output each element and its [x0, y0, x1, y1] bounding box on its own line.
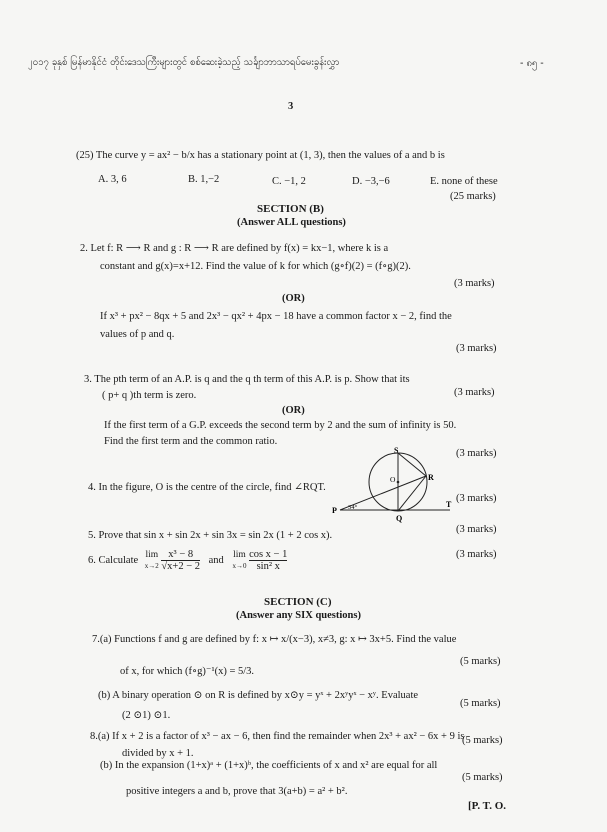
- q2-alt-line2: values of p and q.: [100, 329, 175, 340]
- q7a-line1: 7.(a) Functions f and g are defined by f: x ↦ x/(x−3), x≠3, g: x ↦ 3x+5. Find the value: [92, 634, 457, 645]
- q3-or: (OR): [282, 405, 305, 416]
- section-b-title: SECTION (B): [257, 203, 324, 215]
- label-q: Q: [396, 514, 403, 523]
- q6-lim1: lim x→2: [144, 549, 159, 570]
- label-r: R: [428, 473, 434, 482]
- q3-alt-line2: Find the first term and the common ratio.: [104, 436, 278, 447]
- q2-line2: constant and g(x)=x+12. Find the value of k for which (g∘f)(2) = (f∘g)(2).: [100, 261, 411, 272]
- q3-marks: (3 marks): [454, 387, 495, 398]
- label-o: O: [390, 475, 396, 484]
- q7b-line1: (b) A binary operation ⊙ on R is defined by x⊙y = yˣ + 2xʸyˣ − xʸ. Evaluate: [98, 690, 419, 701]
- q6-fraction2: $\frac{\text{cos x − 1}}{\text{sin² x}}$: [249, 549, 288, 572]
- q7b-marks: (5 marks): [460, 698, 501, 709]
- q25-text: (25) The curve y = ax² − b/x has a stationary point at (1, 3), then the values of a and b is: [76, 150, 445, 161]
- q25-option-c: C. −1, 2: [272, 176, 306, 187]
- circle-figure: [318, 446, 458, 526]
- q2-line1: 2. Let f: R ⟶ R and g : R ⟶ R are defined by f(x) = kx−1, where k is a: [80, 243, 389, 254]
- q8b-line2: positive integers a and b, prove that 3(a+b) = a² + b².: [126, 786, 348, 797]
- q3-line1: 3. The pth term of an A.P. is q and the q th term of this A.P. is p. Show that its: [84, 374, 410, 385]
- q25-option-b: B. 1,−2: [188, 174, 220, 185]
- q2-marks: (3 marks): [454, 278, 495, 289]
- q6-and: and: [208, 554, 224, 566]
- label-t: T: [446, 500, 452, 509]
- label-p: P: [332, 506, 337, 515]
- q25-option-d: D. −3,−6: [352, 176, 390, 187]
- q6: [88, 549, 287, 572]
- q6-fraction1: $\frac{\text{x³ − 8}}{√x+2 - 2}$: [161, 549, 201, 572]
- q2-or: (OR): [282, 293, 305, 304]
- pto-label: [P. T. O.: [468, 800, 507, 812]
- q6-marks: (3 marks): [456, 549, 497, 560]
- q25-option-e: E. none of these: [430, 176, 498, 187]
- q2-alt-marks: (3 marks): [456, 343, 497, 354]
- q8a-line1: 8.(a) If x + 2 is a factor of x³ − ax − 6, then find the remainder when 2x³ + ax² − 6x + 9 is: [90, 731, 465, 742]
- section-b-subtitle: (Answer ALL questions): [237, 217, 346, 228]
- q8b-marks: (5 marks): [462, 772, 503, 783]
- q2-alt-line1: If x³ + px² − 8qx + 5 and 2x³ − qx² + 4px − 18 have a common factor x − 2, find the: [100, 311, 452, 322]
- q8a-marks: (5 marks): [462, 735, 503, 746]
- q8b-line1: (b) In the expansion (1+x)ᵃ + (1+x)ᵇ, the coefficients of x and x² are equal for all: [100, 760, 438, 771]
- q4-marks: (3 marks): [456, 493, 497, 504]
- q3-alt-line1: If the first term of a G.P. exceeds the second term by 2 and the sum of infinity is 50.: [104, 420, 457, 431]
- section-c-title: SECTION (C): [264, 596, 332, 608]
- header-title: ၂၀၁၇ ခုနှစ် မြန်မာနိုင်ငံ တိုင်းဒေသကြီးများတွင် စစ်ဆေးခဲ့သည့် သင်္ချာဘာသာရပ်မေးခွန်းလွှာ: [28, 57, 340, 68]
- q25-option-a: A. 3, 6: [98, 174, 127, 185]
- q8a-line2: divided by x + 1.: [122, 748, 194, 759]
- q5-marks: (3 marks): [456, 524, 497, 535]
- q7b-line2: (2 ⊙1) ⊙1.: [122, 710, 171, 721]
- q3-line2: ( p+ q )th term is zero.: [102, 390, 197, 401]
- center-point: [397, 481, 400, 484]
- page-number: 3: [288, 101, 294, 112]
- q25-marks: (25 marks): [450, 191, 496, 202]
- q6-lim2: lim x→0: [232, 549, 247, 570]
- q7a-marks: (5 marks): [460, 656, 501, 667]
- header-page-mark: - ၈၅ -: [520, 58, 544, 69]
- q6-prefix: 6. Calculate: [88, 554, 139, 566]
- q3-alt-marks: (3 marks): [456, 448, 497, 459]
- q7a-line2: of x, for which (f∘g)⁻¹(x) = 5/3.: [120, 666, 255, 677]
- label-angle: 34°: [348, 504, 358, 511]
- q5-text: 5. Prove that sin x + sin 2x + sin 3x = sin 2x (1 + 2 cos x).: [88, 530, 333, 541]
- label-s: S: [394, 446, 399, 455]
- q4-text: 4. In the figure, O is the centre of the circle, find ∠RQT.: [88, 482, 326, 493]
- section-c-subtitle: (Answer any SIX questions): [236, 610, 361, 621]
